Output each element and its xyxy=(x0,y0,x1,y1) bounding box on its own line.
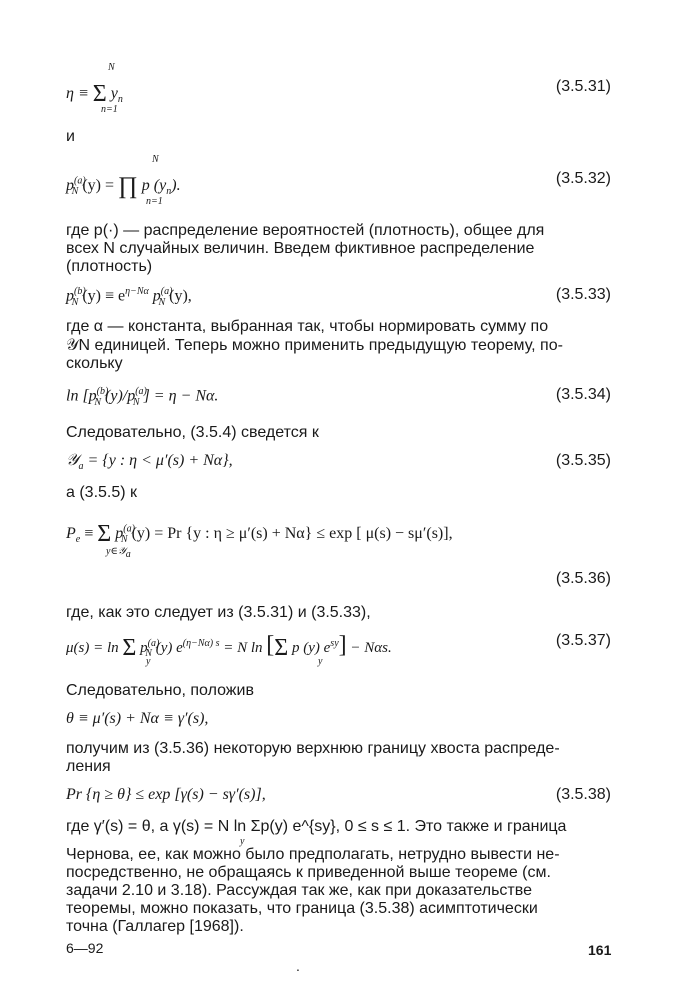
equation-3-5-38: Pr {η ≥ θ} ≤ exp [γ(s) − sγ′(s)], xyxy=(66,786,266,803)
paragraph-line: где, как это следует из (3.5.31) и (3.5.33), xyxy=(66,604,371,621)
sum-lower-limit: y∈𝒴$_a$ xyxy=(106,546,131,560)
paragraph-line: Следовательно, (3.5.4) сведется к xyxy=(66,424,319,441)
equation-number: (3.5.33) xyxy=(555,286,611,303)
sum-upper-limit: N xyxy=(108,62,115,73)
paragraph-line: а (3.5.5) к xyxy=(66,484,138,501)
paragraph-line: задачи 2.10 и 3.18). Рассуждая так же, как при доказательстве xyxy=(66,882,532,899)
sum-symbol: Σ xyxy=(92,81,107,107)
paragraph-line: получим из (3.5.36) некоторую верхнюю границу хвоста распреде- xyxy=(66,740,560,757)
paragraph-line: Следовательно, положив xyxy=(66,682,254,699)
page-number: 161 xyxy=(588,942,612,958)
equation-3-5-37: μ(s) = ln Σ $p^{(a)}_N$ (y) $e^{(\eta-N\alpha) s} = N$ ln [Σ p (y) $e^{sy}] - N\alpha s$. xyxy=(66,632,392,661)
paragraph-line: 𝒴N единицей. Теперь можно применить предыдущую теорему, по- xyxy=(66,337,563,354)
sum-symbol: Σ xyxy=(122,635,137,661)
equation-3-5-34: $\ln [p^{(b)}_N$ $(y)/p^{(a)}_N$ ] = η − Nα. xyxy=(66,386,219,408)
equation-3-5-36: $P_e \equiv \Sigma$ $p^{(a)}_N$ (y) = Pr {y : η ≥ μ′(s) + Nα} ≤ exp [ μ(s) − sμ′(s)], xyxy=(66,521,453,547)
printer-signature: 6—92 xyxy=(66,940,104,956)
sum-symbol: Σ xyxy=(97,521,112,547)
sum-lower-limit: y xyxy=(146,656,151,667)
paragraph-line: теоремы, можно показать, что граница (3.5.38) асимптотически xyxy=(66,900,538,917)
paragraph-line: Чернова, ее, как можно было предполагать, нетрудно вывести не- xyxy=(66,846,560,863)
equation-number: (3.5.31) xyxy=(555,78,611,95)
stray-dot: . xyxy=(296,958,300,974)
equation-number: (3.5.32) xyxy=(555,170,611,187)
paragraph-line: где α — константа, выбранная так, чтобы нормировать сумму по xyxy=(66,318,549,335)
equation-number: (3.5.37) xyxy=(555,632,611,649)
paragraph-line: где p(·) — распределение вероятностей (плотность), общее для xyxy=(66,222,545,239)
product-symbol: ∏ xyxy=(118,173,138,199)
paragraph-line: ления xyxy=(66,758,111,775)
equation-theta: θ ≡ μ′(s) + Nα ≡ γ′(s), xyxy=(66,710,209,727)
equation-number: (3.5.35) xyxy=(555,452,611,469)
equation-number: (3.5.34) xyxy=(555,386,611,403)
equation-number: (3.5.36) xyxy=(555,570,611,587)
paragraph-line: где γ′(s) = θ, а γ(s) = N ln Σp(y) e^{sy}, 0 ≤ s ≤ 1. Это также и граница xyxy=(66,818,567,835)
paragraph-line: скольку xyxy=(66,355,123,372)
equation-3-5-31: η ≡ Σ $y_n$ xyxy=(66,81,123,107)
paragraph-line: (плотность) xyxy=(66,258,153,275)
sum-symbol: Σ xyxy=(274,635,289,661)
equation-3-5-35: 𝒴$_a$ = {y : η < μ′(s) + Nα}, xyxy=(66,452,233,473)
equation-3-5-32: $p^{(a)}_N$ (y) = ∏ p $(y_n)$. xyxy=(66,173,181,199)
equation-3-5-33: $p^{(b)}_N$ $(y) \equiv e^{\eta-N\alpha}$ $p^{(a)}_N$ (y), xyxy=(66,286,192,308)
product-upper-limit: N xyxy=(152,154,159,165)
sum-lower-limit: y xyxy=(318,656,323,667)
product-lower-limit: n=1 xyxy=(146,196,163,207)
conjunction-text: и xyxy=(66,128,75,145)
paragraph-line: всех N случайных величин. Введем фиктивное распределение xyxy=(66,240,535,257)
equation-number: (3.5.38) xyxy=(555,786,611,803)
sum-lower-limit: n=1 xyxy=(101,104,118,115)
sum-lower-limit: y xyxy=(240,836,245,847)
paragraph-line: посредственно, не обращаясь к приведенной выше теореме (см. xyxy=(66,864,551,881)
paragraph-line: точна (Галлагер [1968]). xyxy=(66,918,244,935)
